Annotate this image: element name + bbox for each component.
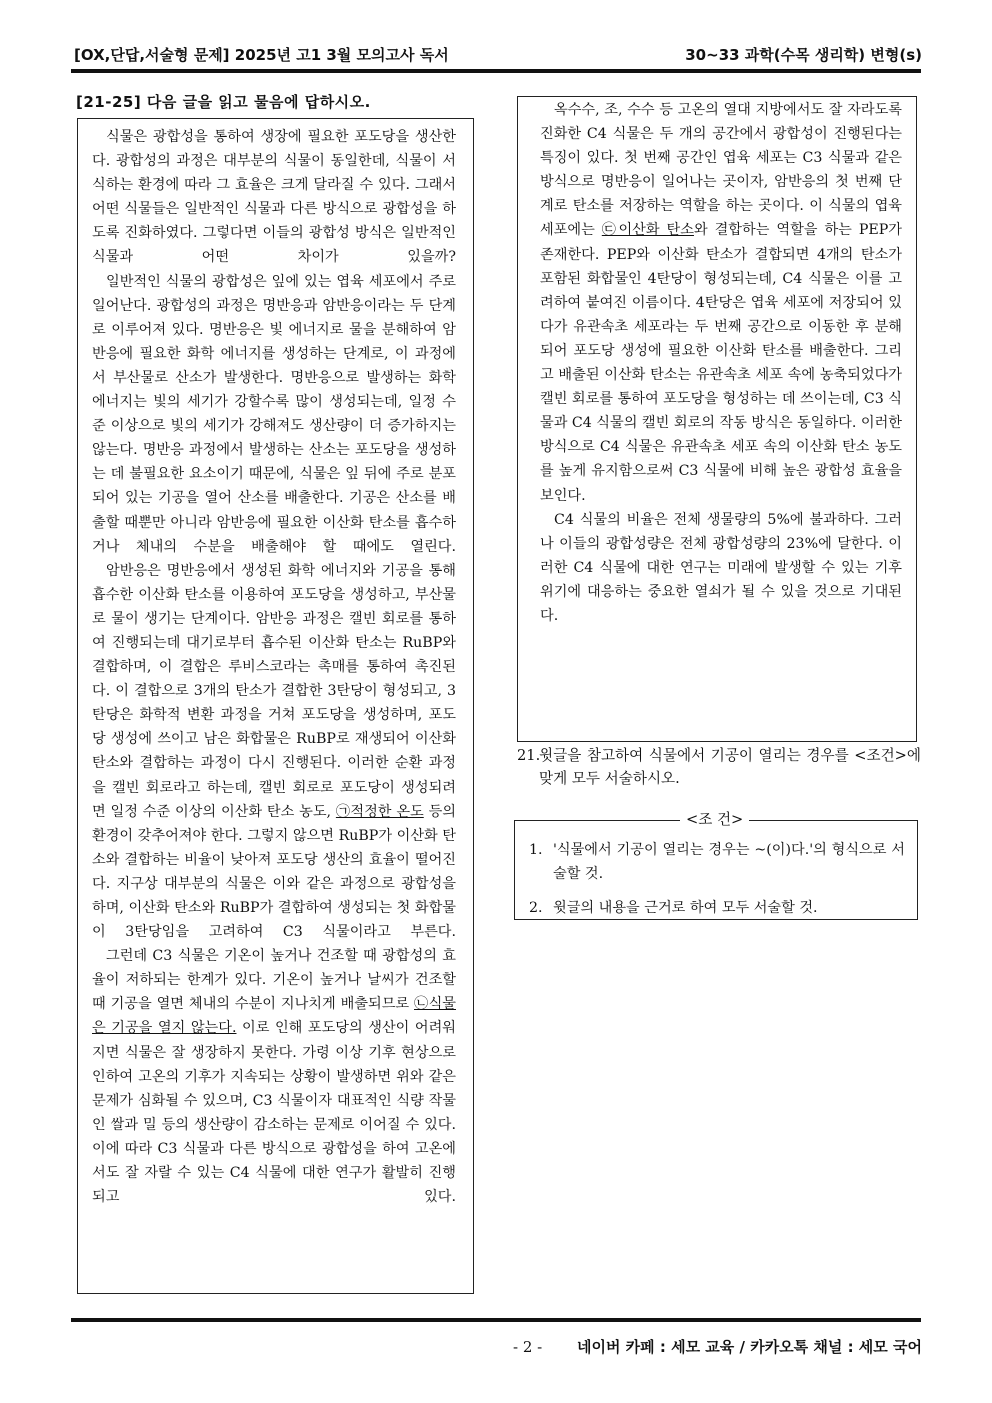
paragraph-2: 일반적인 식물의 광합성은 잎에 있는 엽육 세포에서 주로 일어난다. 광합성의 과정은 명반응과 암반응이라는 두 단계로 이루어져 있다. 명반응은 빛 에너지로 물을 분해하여 암반응에 필요한 화학 에너지를 생성하는 단계로, 이 과정에서 부산물로 산소가 발생한다. 명반응으로 발생하는 화학 에너지는 빛의 세기가 강할수록 많이 생성되는데, 일정 수준 이상으로 빛의 세기가 강해져도 생산량이 더 증가하지는 않는다. 명반응 과정에서 발생하는 산소는 포도당을 생성하는 데 불필요한 요소이기 때문에, 식물은 잎 뒤에 주로 분포되어 있는 기공을 열어 산소를 배출한다. 기공은 산소를 배출할 때뿐만 아니라 암반응에 필요한 이산화 탄소를 흡수하거나 체내의 수분을 배출해야 할 때에도 열린다. bbox=[92, 273, 456, 555]
underline-marker-b: ㉡식물은 기공을 열지 않는다. bbox=[92, 996, 456, 1037]
paragraph-3 bbox=[92, 559, 456, 945]
passage-column-right bbox=[540, 98, 902, 628]
header-rule bbox=[71, 69, 921, 73]
paragraph-4-part-b: 이로 인해 포도당의 생산이 어려워지면 식물은 잘 생장하지 못한다. 가령 이상 기후 현상으로 인하여 고온의 기후가 지속되는 상황이 발생하면 위와 같은 문제가 심화될 수 있으며, C3 식물이자 대표적인 식량 작물인 쌀과 밀 등의 생산량이 감소하는 문제로 이어질 수 있다. 이에 따라 C3 식물과 다른 방식으로 광합성을 하여 고온에서도 잘 자랄 수 있는 C4 식물에 대한 연구가 활발히 진행되고 있다. bbox=[92, 1020, 457, 1206]
page-number: - 2 - bbox=[512, 1338, 543, 1356]
condition-text: 윗글의 내용을 근거로 하여 모두 서술할 것. bbox=[553, 900, 818, 916]
passage-box-left bbox=[77, 118, 474, 1294]
header-subtitle: 30~33 과학(수목 생리학) 변형(s) bbox=[685, 46, 922, 64]
paragraph-4 bbox=[92, 944, 456, 1209]
question-number: 21. bbox=[517, 747, 541, 764]
condition-number: 2. bbox=[529, 900, 543, 916]
footer-rule bbox=[71, 1318, 921, 1322]
passage-column-left bbox=[92, 125, 456, 1209]
section-title: [21-25] 다음 글을 읽고 물음에 답하시오. bbox=[76, 93, 371, 111]
paragraph-6: C4 식물의 비율은 전체 생물량의 5%에 불과하다. 그러나 이들의 광합성량은 전체 광합성량의 23%에 달한다. 이러한 C4 식물에 대한 연구는 미래에 발생할 수 있는 기후 위기에 대응하는 중요한 열쇠가 될 수 있을 것으로 기대된다. bbox=[540, 511, 902, 624]
paragraph-5 bbox=[540, 98, 902, 508]
footer-contact: 네이버 카페 : 세모 교육 / 카카오톡 채널 : 세모 국어 bbox=[576, 1338, 922, 1356]
paragraph-3-part-b: 등의 환경이 갖추어져야 한다. 그렇지 않으면 RuBP가 이산화 탄소와 결합하는 비율이 낮아져 포도당 생산의 효율이 떨어진다. 지구상 대부분의 식물은 이와 같은 과정으로 광합성을 하며, 이산화 탄소와 RuBP가 결합하여 생성되는 첫 화합물이 3탄당임을 고려하여 C3 식물이라고 부른다. bbox=[92, 803, 456, 941]
underline-marker-c: ㉢이산화 탄소 bbox=[601, 222, 694, 239]
footer bbox=[513, 1336, 922, 1357]
condition-item bbox=[529, 838, 905, 886]
paragraph-4-part-a: 그런데 C3 식물은 기온이 높거나 건조할 때 광합성의 효율이 저하되는 한계가 있다. 기온이 높거나 날씨가 건조할 때 기공을 열면 체내의 수분이 지나치게 배출되므로 bbox=[92, 948, 456, 1013]
condition-number: 1. bbox=[529, 842, 543, 858]
underline-marker-a: ㉠적정한 온도 bbox=[335, 803, 424, 820]
passage-box-right bbox=[517, 96, 917, 742]
condition-text: '식물에서 기공이 열리는 경우는 ~(이)다.'의 형식으로 서술할 것. bbox=[553, 842, 905, 882]
paragraph-3-part-a: 암반응은 명반응에서 생성된 화학 에너지와 기공을 통해 흡수한 이산화 탄소를 이용하여 포도당을 생성하고, 부산물로 물이 생기는 단계이다. 암반응 과정은 캘빈 회로를 통하여 진행되는데 대기로부터 흡수된 이산화 탄소는 RuBP와 결합하며, 이 결합은 루비스코라는 촉매를 통하여 촉진된다. 이 결합으로 3개의 탄소가 결합한 3탄당이 형성되고, 3탄당은 화학적 변환 과정을 거쳐 포도당을 생성하며, 포도당 생성에 쓰이고 남은 화합물은 RuBP로 재생되어 이산화 탄소와 결합하는 과정이 다시 진행된다. 이러한 순환 과정을 캘빈 회로라고 하는데, 캘빈 회로로 포도당이 생성되려면 일정 수준 이상의 이산화 탄소 농도, bbox=[92, 562, 456, 820]
header-title: [OX,단답,서술형 문제] 2025년 고1 3월 모의고사 독서 bbox=[74, 46, 449, 64]
conditions-box bbox=[514, 811, 918, 920]
paragraph-5-part-b: 와 결합하는 역할을 하는 PEP가 존재한다. PEP와 이산화 탄소가 결합되면 4개의 탄소가 포함된 화합물인 4탄당이 형성되는데, C4 식물은 이를 고려하여 붙여진 이름이다. 4탄당은 엽육 세포에 저장되어 있다가 유관속초 세포라는 두 번째 공간으로 이동한 후 분해되어 포도당 생성에 필요한 이산화 탄소를 배출한다. 그리고 배출된 이산화 탄소는 유관속초 세포 속에 농축되었다가 캘빈 회로를 통하여 포도당을 형성하는 데 쓰이는데, C3 식물과 C4 식물의 캘빈 회로의 작동 방식은 동일하다. 이러한 방식으로 C4 식물은 유관속초 세포 속의 이산화 탄소 농도를 높게 유지함으로써 C3 식물에 비해 높은 광합성 효율을 보인다. bbox=[540, 222, 902, 504]
question-21 bbox=[517, 744, 921, 790]
paragraph-1: 식물은 광합성을 통하여 생장에 필요한 포도당을 생산한다. 광합성의 과정은 대부분의 식물이 동일한데, 식물이 서식하는 환경에 따라 그 효율은 크게 달라질 수 있다. 그래서 어떤 식물들은 일반적인 식물과 다른 방식으로 광합성을 하도록 진화하였다. 그렇다면 이들의 광합성 방식은 일반적인 식물과 어떤 차이가 있을까? bbox=[92, 129, 456, 266]
question-text: 윗글을 참고하여 식물에서 기공이 열리는 경우를 <조건>에 맞게 모두 서술하시오. bbox=[539, 747, 921, 787]
condition-item bbox=[529, 896, 905, 920]
paragraph-5-part-a: 옥수수, 조, 수수 등 고온의 열대 지방에서도 잘 자라도록 진화한 C4 식물은 두 개의 공간에서 광합성이 진행된다는 특징이 있다. 첫 번째 공간인 엽육 세포는 C3 식물과 같은 방식으로 명반응이 일어나는 곳이자, 암반응의 첫 번째 단계로 탄소를 저장하는 역할을 하는 곳이다. 이 식물의 엽육 세포에는 bbox=[540, 102, 902, 239]
conditions-title: <조 건> bbox=[680, 809, 749, 831]
